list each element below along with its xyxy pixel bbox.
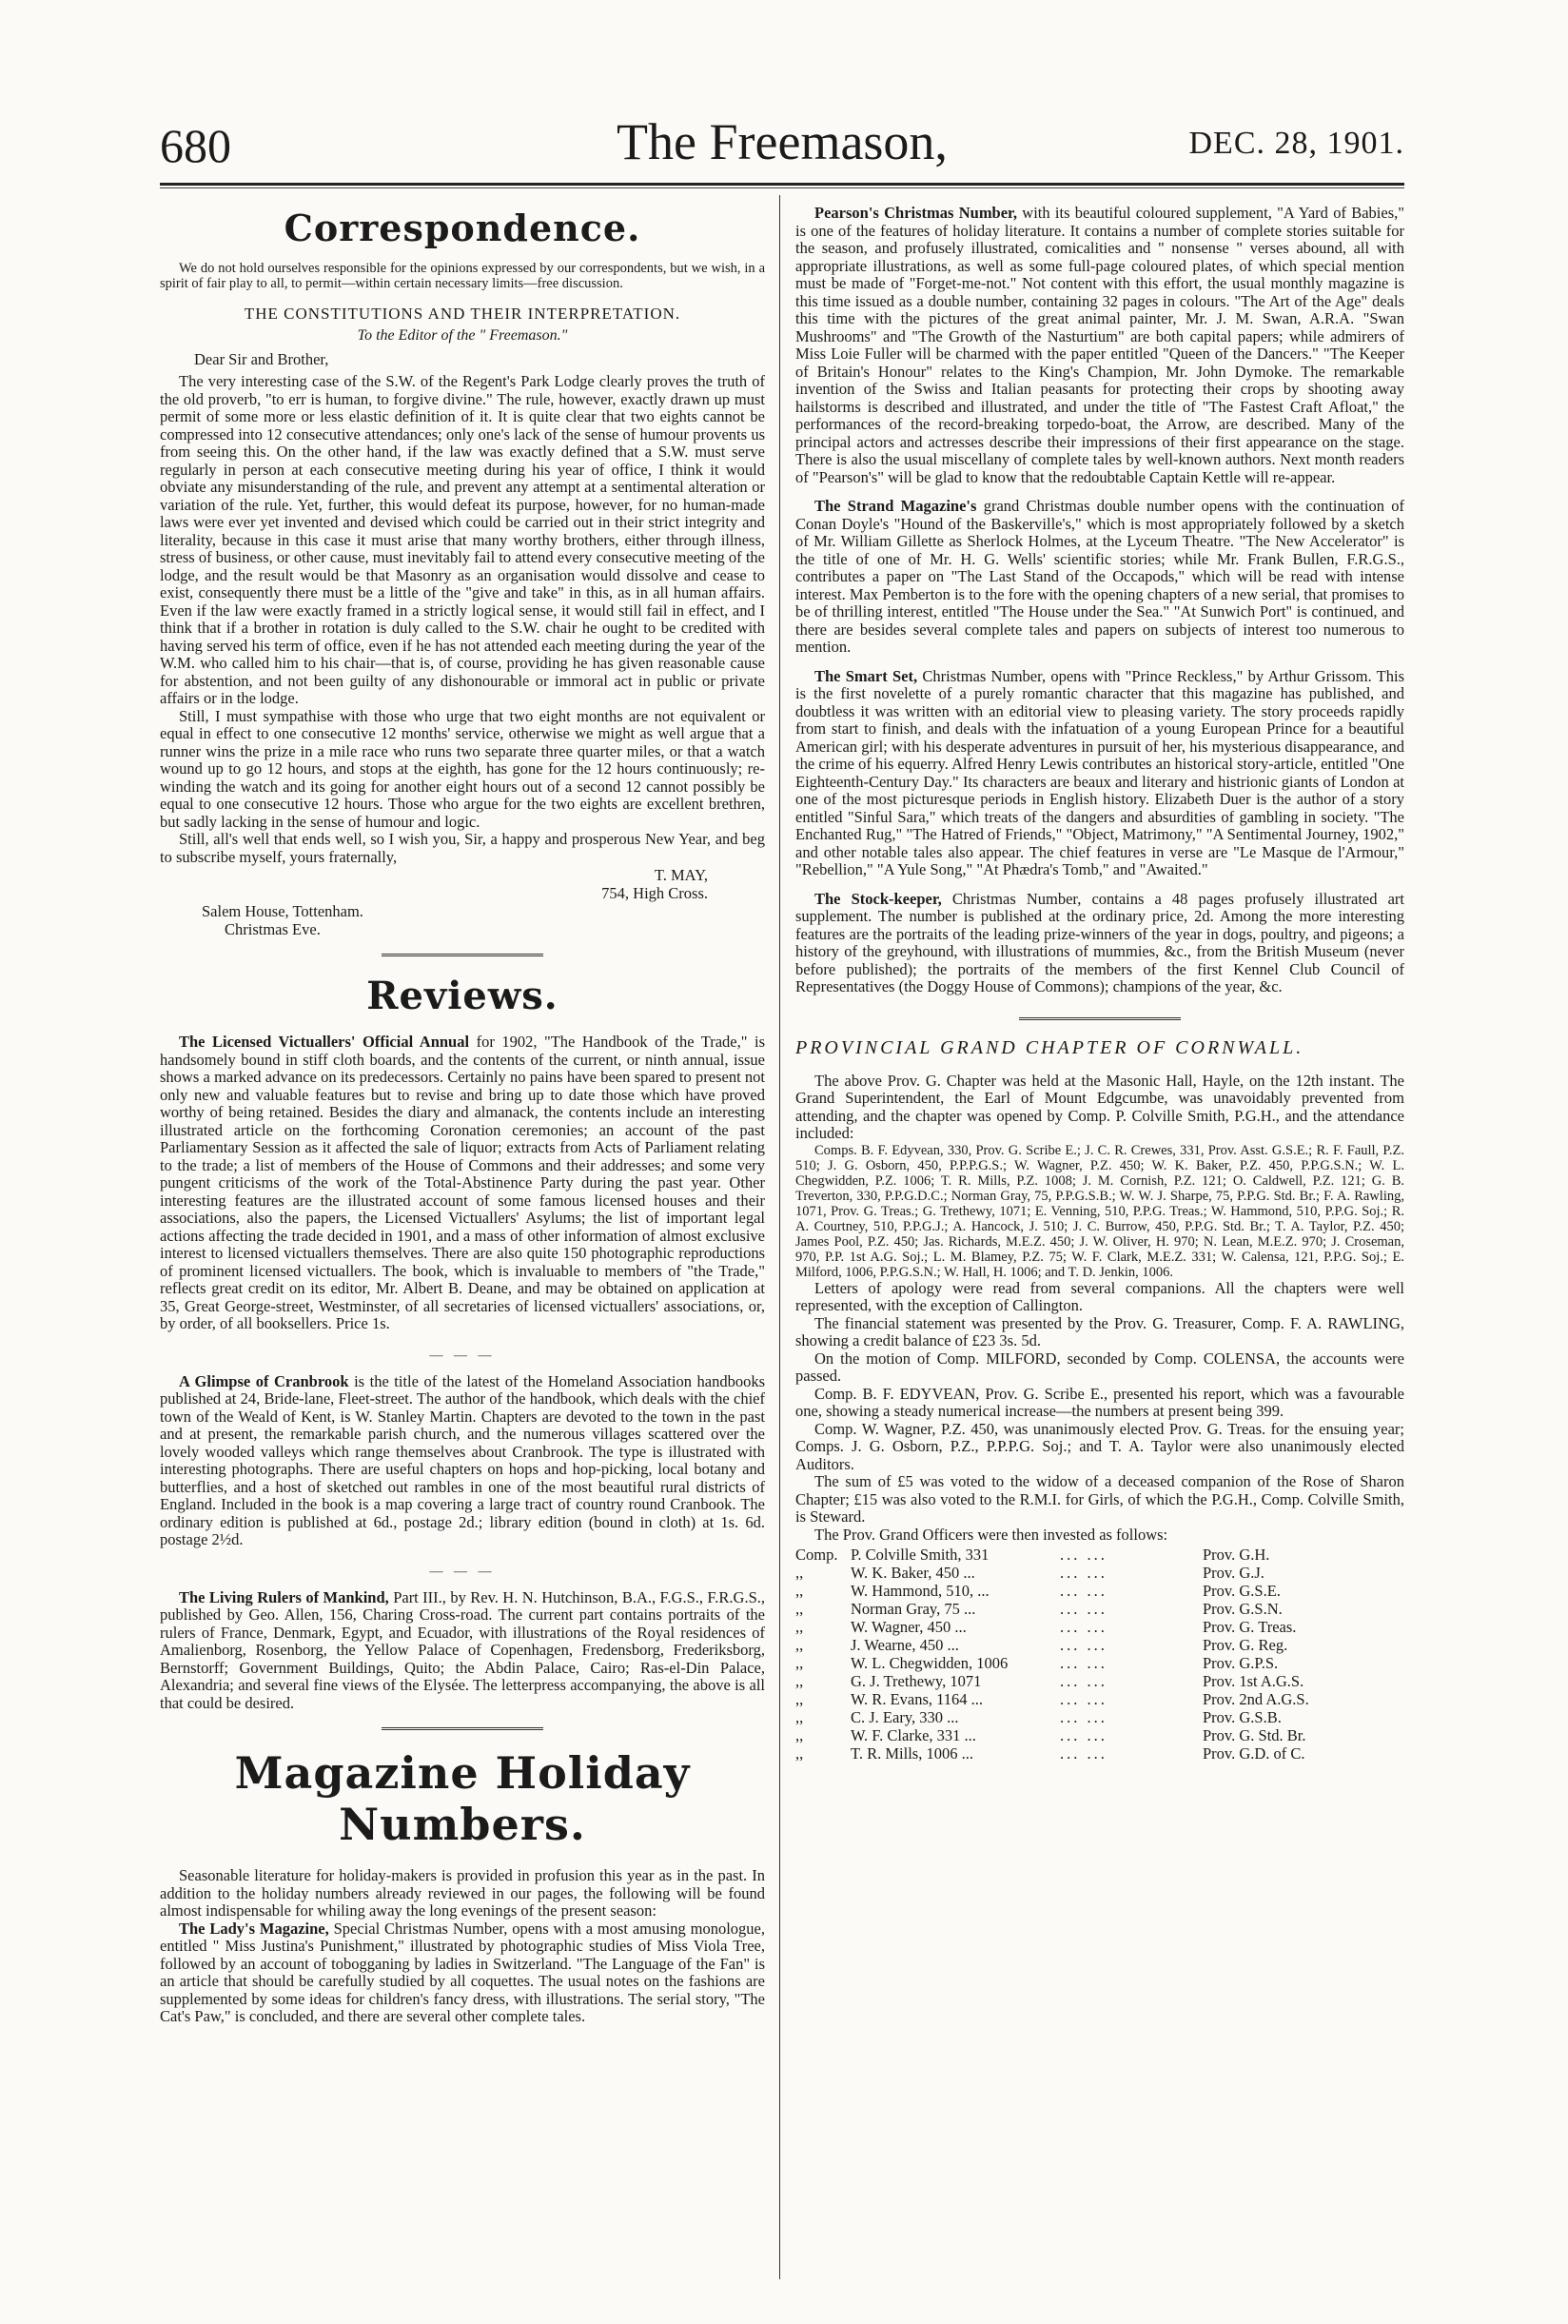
officer-prefix: ,, — [795, 1726, 804, 1744]
review-title: A Glimpse of Cranbrook — [179, 1371, 349, 1390]
magazine-title: The Strand Magazine's — [814, 497, 977, 515]
magazine-title: The Smart Set, — [814, 666, 918, 685]
officer-row — [795, 1744, 1404, 1763]
officer-prefix: Comp. — [795, 1546, 838, 1564]
signature-name: T. MAY, — [654, 866, 708, 884]
officer-office: Prov. G. Treas. — [1203, 1618, 1297, 1636]
right-column — [795, 205, 1404, 2279]
magazine-intro: Seasonable literature for holiday-makers is provided in profusion this year as in the past. In addition to the holiday numbers already reviewed in our pages, the following will be found almost indispensable for whiling away the long evenings of the present season: — [160, 1866, 765, 1920]
officer-office: Prov. G.P.S. — [1203, 1654, 1279, 1672]
magazine-heading: Magazine Holiday Numbers. — [234, 1747, 691, 1850]
officer-row — [795, 1726, 1404, 1744]
issue-date: DEC. 28, 1901. — [1188, 126, 1404, 161]
officer-row — [795, 1564, 1404, 1582]
officer-name: W. Hammond, 510, ... — [851, 1582, 990, 1600]
cornwall-paragraph: The Prov. Grand Officers were then invested as follows: — [814, 1525, 1168, 1544]
section-rule — [382, 1727, 543, 1732]
officer-prefix: ,, — [795, 1582, 804, 1600]
magazine-text: with its beautiful coloured supplement, "A Yard of Babies," is one of the features of holiday literature. It contains a number of complete stories suitable for the season, and profusely illustrated, comicalities and " nonsense " verses abound, all with appropriate illustrations, as well as some full-page coloured plates, of which special mention must be made of "Forget-me-not." Not content with this effort, the usual monthly magazine is this time issued as a double number, containing 32 pages in colours. "The Art of the Age" deals this time with the pictures of the great animal painter, Mr. J. M. Swan, A.R.A. "Swan Mushrooms" and "The Growth of the Nasturtium" are both capital papers; while admirers of Miss Loie Fuller will be charmed with the paper entitled "Queen of the Dancers." "The Keeper of Britain's Honour" relates to the King's Champion, Mr. John Dymoke. The remarkable invention of the Swiss and Italian peasants for protecting their crops by shooting away hailstorms is described and illustrated, and under the title of "The Fastest Craft Afloat," the performances of the record-breaking torpedo-boat, the Arrow, are described. Many of the principal actors and actresses describe their impressions of their first appearance on the stage. There is also the usual miscellany of complete tales by well-known authors. Next month readers of "Pearson's" will be glad to know that the redoubtable Captain Kettle will re-appear. — [795, 205, 1404, 486]
officer-office: Prov. 2nd A.G.S. — [1203, 1690, 1309, 1708]
officer-dots: ... ... — [1060, 1582, 1107, 1600]
officer-office: Prov. 1st A.G.S. — [1203, 1672, 1304, 1690]
officer-name: Norman Gray, 75 ... — [851, 1600, 976, 1618]
correspondence-disclaimer — [160, 261, 765, 291]
cornwall-paragraph: The financial statement was presented by the Prov. G. Treasurer, Comp. F. A. RAWLING, showing a credit balance of £23 3s. 5d. — [795, 1313, 1404, 1349]
disclaimer-text: We do not hold ourselves responsible for the opinions expressed by our correspondents, but we wish, in a spirit of fair play to all, to permit—within certain necessary limits—free discussion. — [160, 261, 765, 291]
officer-row — [795, 1708, 1404, 1726]
masthead-title: The Freemason, — [617, 113, 948, 170]
officer-dots: ... ... — [1060, 1654, 1107, 1672]
officer-dots: ... ... — [1060, 1546, 1107, 1564]
officer-name: W. R. Evans, 1164 ... — [851, 1690, 984, 1708]
officers-list — [795, 1546, 1404, 1763]
officer-office: Prov. G. Std. Br. — [1203, 1726, 1306, 1744]
officer-dots: ... ... — [1060, 1744, 1107, 1763]
officer-name: W. K. Baker, 450 ... — [851, 1564, 975, 1582]
review-entry — [160, 1034, 765, 1333]
magazine-title: Pearson's Christmas Number, — [814, 205, 1017, 222]
officer-name: C. J. Eary, 330 ... — [851, 1708, 959, 1726]
officer-prefix: ,, — [795, 1744, 804, 1763]
officer-name: J. Wearne, 450 ... — [851, 1636, 959, 1654]
officer-office: Prov. G.H. — [1203, 1546, 1270, 1564]
page-number: 680 — [160, 119, 231, 172]
letter-paragraph: The very interesting case of the S.W. of the Regent's Park Lodge clearly proves the truth of the old proverb, "to err is human, to forgive divine." The rule, however, exactly drawn up must permit of some more or less elastic definition of it. It is quite clear that two eights cannot be compressed into 12 consecutive attendances; only one's lack of the sense of humour provents us from seeing this. On the other hand, if the law was exactly defined that a S.W. must serve regularly in person at each consecutive meeting during his year of office, I think it would obviate any misunderstanding of the rule, and prevent any attempt at a sentimental alteration or variation of the rule. Yet, further, this would defeat its purpose, however, for no human-made laws were ever yet invented and devised which could be carried out in their strict integrity and literality, because in this case it must arise that many worthy brothers, either through illness, stress of business, or other cause, must inevitably fail to attend every consecutive meeting of the lodge, and the result would be that Masonry as an organisation would dissolve and cease to exist, consequently there must be a little of the "give and take" in this, as in all human affairs. Even if the law were exactly framed in a strictly logical sense, it would still fail in effect, and I think that if a brother in rotation is duly called to the S.W. chair he ought to be credited with having served his term of office, even if he has not attended each meeting during the year of the W.M. who called him to his chair—that is, of course, providing he has given reasonable cause for abstention, and not been guilty of any dishonourable or immoral act in public or private affairs or in the lodge. — [160, 372, 765, 707]
letter-title: THE CONSTITUTIONS AND THEIR INTERPRETATION. — [244, 305, 681, 323]
officer-row — [795, 1618, 1404, 1636]
letter-to-editor: To the Editor of the " Freemason." — [357, 327, 568, 344]
left-column — [160, 205, 765, 2279]
officer-office: Prov. G.S.B. — [1203, 1708, 1282, 1726]
cornwall-paragraph: Comp. B. F. EDYVEAN, Prov. G. Scribe E., presented his report, which was a favourable one, showing a steady numerical increase—the numbers at present being 399. — [795, 1384, 1404, 1420]
officer-prefix: ,, — [795, 1672, 804, 1690]
page-header — [160, 112, 1404, 181]
review-text: is the title of the latest of the Homeland Association handbooks published at 24, Bride-lane, Fleet-street. The author of the handbook, which deals with the chief town of the Weald of Kent, is W. Stanley Martin. Chapters are devoted to the town in the past and at present, the remarkable parish church, and the numerous villages scattered over the lovely wooded valleys which range themselves about Cranbrook. The type is illustrated with interesting photographs. There are useful chapters on hops and hop-picking, local botany and butterflies, and a host of sketched out rambles in one of the most beautiful rural districts of England. Included in the book is a map covering a large tract of country round Cranbook. The ordinary edition is published at 6d., postage 2d.; library edition (bound in cloth) at 1s. 6d. postage 2½d. — [160, 1371, 765, 1548]
magazine-text: Special Christmas Number, opens with a most amusing monologue, entitled " Miss Justina's Punishment," illustrated by photographic studies of Miss Viola Tree, followed by an account of tobogganing by ladies in Switzerland. "The Language of the Fan" is an article that should be carefully studied by all coquettes. The usual notes on the fashions are supplemented by some ideas for children's fancy dress, with illustrations. The serial story, "The Cat's Paw," is concluded, and there are several other complete tales. — [160, 1919, 765, 2025]
officer-prefix: ,, — [795, 1564, 804, 1582]
officer-row — [795, 1654, 1404, 1672]
sender-address-line: Salem House, Tottenham. — [202, 902, 363, 920]
officer-office: Prov. G.S.E. — [1203, 1582, 1281, 1600]
signature-address: 754, High Cross. — [601, 884, 708, 902]
magazine-text: grand Christmas double number opens with the continuation of Conan Doyle's "Hound of the Baskerville's," which is most appropriately followed by a sketch of Mr. William Gillette as Sherlock Holmes, at the Lyceum Theatre. "The New Accelerator" is the title of one of Mr. H. G. Wells' scientific stories; while Mr. Frank Bullen, F.R.G.S., contributes a paper on "The Last Stand of the Occapods," which will be read with intense interest. Max Pemberton is to the fore with the opening chapters of a new serial, that promises to be of thrilling interest, entitled "The House under the Sea." "At Sunwich Port" is continued, and there are besides several complete tales and papers on subjects of interest too numerous to mention. — [795, 497, 1404, 656]
officer-row — [795, 1690, 1404, 1708]
letter-signature — [160, 866, 708, 902]
officer-office: Prov. G.J. — [1203, 1564, 1264, 1582]
officer-prefix: ,, — [795, 1654, 804, 1672]
review-title: The Licensed Victuallers' Official Annual — [179, 1033, 470, 1051]
letter-paragraph: Still, all's well that ends well, so I wish you, Sir, a happy and prosperous New Year, and beg to subscribe myself, yours fraternally, — [160, 830, 765, 866]
officer-office: Prov. G. Reg. — [1203, 1636, 1288, 1654]
dash-separator: — — — — [429, 1348, 496, 1363]
cornwall-paragraph: Letters of apology were read from several companions. All the chapters were well represented, with the exception of Callington. — [795, 1278, 1404, 1314]
review-entry — [160, 1589, 765, 1713]
officer-prefix: ,, — [795, 1690, 804, 1708]
officer-dots: ... ... — [1060, 1564, 1107, 1582]
officer-name: T. R. Mills, 1006 ... — [851, 1744, 973, 1763]
cornwall-report — [795, 1073, 1404, 1545]
officer-office: Prov. G.D. of C. — [1203, 1744, 1305, 1763]
officer-row — [795, 1672, 1404, 1690]
officer-dots: ... ... — [1060, 1672, 1107, 1690]
cornwall-paragraph: The sum of £5 was voted to the widow of a deceased companion of the Rose of Sharon Chapter; £15 was also voted to the R.M.I. for Girls, of which the P.G.H., Comp. Colville Smith, is Steward. — [795, 1472, 1404, 1526]
officer-name: W. L. Chegwidden, 1006 — [851, 1654, 1009, 1672]
letter-salutation: Dear Sir and Brother, — [194, 350, 329, 368]
magazine-entries — [795, 205, 1404, 996]
review-text: for 1902, "The Handbook of the Trade," is handsomely bound in stiff cloth boards, and the contents of the current, or ninth annual, issue shows a marked advance on its predecessors. Certainly no pains have been spared to present not only new and valuable features but to revise and bring up to date those which have proved worthy of being retained. Besides the diary and almanack, the contents include an interesting illustrated article on the forthcoming Coronation ceremonies; an account of the past Parliamentary Session as it affected the sale of liquor; extracts from Acts of Parliament relating to the trade; a list of members of the House of Commons and their addresses; and some very pungent criticisms of the work of the Total-Abstinence Party during the past year. Other interesting features are the illustrated account of some famous licensed houses and their associations, also the papers, the Licensed Victuallers' Asylums; the list of important legal actions affecting the trade decided in 1901, and a mass of other information of almost exclusive interest to licensed victuallers themselves. There are also quite 150 photographic reproductions of prominent licensed victuallers. The book, which is invaluable to members of "the Trade," reflects great credit on its editor, Mr. Albert B. Deane, and may be obtained on application at 35, Great George-street, Westminster, of all secretaries of licensed victuallers' associations, or, by order, of all booksellers. Price 1s. — [160, 1033, 765, 1332]
review-entry — [160, 1373, 765, 1549]
magazine-title: The Lady's Magazine, — [179, 1919, 329, 1938]
officer-row — [795, 1546, 1404, 1564]
officer-name: W. F. Clarke, 331 ... — [851, 1726, 976, 1744]
officer-name: P. Colville Smith, 331 — [851, 1546, 990, 1564]
dash-separator: — — — — [429, 1564, 496, 1579]
officer-dots: ... ... — [1060, 1636, 1107, 1654]
cornwall-paragraph: The above Prov. G. Chapter was held at the Masonic Hall, Hayle, on the 12th instant. The Grand Superintendent, the Earl of Mount Edgcumbe, was unavoidably prevented from attending, and the chapter was opened by Comp. P. Colville Smith, P.G.H., and the attendance included: — [795, 1071, 1404, 1142]
officer-dots: ... ... — [1060, 1708, 1107, 1726]
column-divider — [779, 195, 780, 2279]
officers-table — [795, 1546, 1404, 1763]
letter-paragraph: Still, I must sympathise with those who urge that two eight months are not equivalent or equal in effect to one consecutive 12 months' service, otherwise we might as well argue that a runner wins the prize in a mile race who runs two separate three quarter miles, or that a watch wound up to go 12 hours, and stops at the eighth, has gone for the 12 hours continuously; re-winding the watch and its going for another eight hours out of a second 12 cannot possibly be equal to one consecutive 12 hours. Those who argue for the two eights are excellent brethren, but sadly lacking in the sense of humour and logic. — [160, 706, 765, 831]
reviews-heading: Reviews. — [366, 974, 559, 1018]
officer-row — [795, 1582, 1404, 1600]
officer-prefix: ,, — [795, 1708, 804, 1726]
magazine-intro-block — [160, 1867, 765, 2026]
header-rule-thin — [160, 187, 1404, 188]
letter-sender-address — [202, 902, 765, 938]
officer-row — [795, 1636, 1404, 1654]
correspondence-heading: Correspondence. — [284, 207, 641, 249]
section-rule — [1019, 1017, 1181, 1022]
officer-row — [795, 1600, 1404, 1618]
section-rule — [382, 954, 543, 958]
cornwall-heading: PROVINCIAL GRAND CHAPTER OF CORNWALL. — [795, 1036, 1304, 1058]
magazine-text: Christmas Number, opens with "Prince Reckless," by Arthur Grissom. This is the first novelette of a purely romantic character that this magazine has published, and doubtless it was written with an editorial view to pleasing variety. The story proceeds rapidly from start to finish, and deals with the infatuation of a young European Prince for a beautiful American girl; with his desperate adventures in pursuit of her, his mysterious disappearance, and the crime of his equerry. Alfred Henry Lewis contributes an historical story-article, entitled "One Eighteenth-Century Day." Its characters are beaux and literary and histrionic giants of London at one of the most picturesque periods in English history. Elizabeth Duer is the author of a story entitled "Sinful Sara," which treats of the dangers and absurdities of gambling in society. "The Enchanted Rug," "The Hatred of Friends," "Object, Matrimony," "A Sentimental Journey, 1902," and other notable tales also appear. The chief features in verse are "Le Masque de l'Armour," "Rebellion," "A Yule Song," "At Phædra's Tomb," and "Awaited." — [795, 666, 1404, 878]
officer-name: G. J. Trethewy, 1071 — [851, 1672, 982, 1690]
cornwall-paragraph: On the motion of Comp. MILFORD, seconded by Comp. COLENSA, the accounts were passed. — [795, 1349, 1404, 1385]
magazine-text: Christmas Number, contains a 48 pages profusely illustrated art supplement. The number is published at the ordinary price, 2d. Among the more interesting features are the portraits of the leading prize-winners of the year in dogs, poultry, and pigeons; a history of the greyhound, with illustrations of mummies, &c., from the British Museum (never before published); the portraits of the members of the first Kennel Club Council of Representatives (the Doggy House of Commons); champions of the year, &c. — [795, 889, 1404, 995]
officer-prefix: ,, — [795, 1636, 804, 1654]
officer-dots: ... ... — [1060, 1726, 1107, 1744]
officer-office: Prov. G.S.N. — [1203, 1600, 1283, 1618]
officer-dots: ... ... — [1060, 1618, 1107, 1636]
officer-prefix: ,, — [795, 1600, 804, 1618]
review-title: The Living Rulers of Mankind, — [179, 1587, 389, 1606]
cornwall-paragraph: Comp. W. Wagner, P.Z. 450, was unanimously elected Prov. G. Treas. for the ensuing year; Comps. J. G. Osborn, P.Z., P.P.P.G. Soj.; and T. A. Taylor were also unanimously elected Auditors. — [795, 1419, 1404, 1473]
officer-prefix: ,, — [795, 1618, 804, 1636]
sender-date-line: Christmas Eve. — [225, 920, 321, 938]
officer-name: W. Wagner, 450 ... — [851, 1618, 967, 1636]
review-text: Part III., by Rev. H. N. Hutchinson, B.A., F.G.S., F.R.G.S., published by Geo. Allen, 156, Charing Cross-road. The current part contains portraits of the rulers of France, Denmark, Egypt, and Ecuador, with illustrations of the Royal residences of Amalienborg, Rosenborg, the Yellow Palace of Copenhagen, Fredensborg, Frederiksborg, Bernstorff; Government Buildings, Quito; the Abdin Palace, Cairo; Ras-el-Din Palace, Alexandria; and several fine views of the Elysée. The letterpress accompanying, the above is all that could be desired. — [160, 1587, 765, 1712]
header-rule — [160, 183, 1404, 186]
cornwall-attendance: Comps. B. F. Edyvean, 330, Prov. G. Scribe E.; J. C. R. Crewes, 331, Prov. Asst. G.S.E.; R. F. Faull, P.Z. 510; J. G. Osborn, 450, P.P.P.G.S.; W. Wagner, P.Z. 450; W. K. Baker, P.Z. 450, P.P.G.S.N.; W. L. Chegwidden, P.Z. 1006; T. R. Mills, P.Z. 1008; J. M. Cornish, P.Z. 121; O. Caldwell, P.Z. 121; G. B. Treverton, 330, P.P.G.D.C.; Norman Gray, 75, P.P.G.S.B.; W. W. J. Sharpe, 75, P.P.G. Std. Br.; F. A. Rawling, 1071, Prov. G. Treas.; G. Trethewy, 1071; E. Venning, 510, P.P.G. Treas.; W. Hammond, 510, P.P.G. Soj.; R. A. Courtney, 510, P.P.G.J.; A. Hancock, J. 510; J. C. Burrow, 450, P.P.G. Std. Br.; T. A. Taylor, P.Z. 450; James Pool, P.Z. 450; Jas. Richards, M.E.Z. 450; J. W. Oliver, H. 970; N. Lean, M.E.Z. 970; J. Croseman, 970, P.P. 1st A.G. Soj.; L. M. Blamey, P.Z. 75; W. F. Clark, M.E.Z. 331; W. Calensa, 121, P.P.G. Soj.; E. Milford, 1006, P.P.G.S.N.; W. Hall, H. 1006; and T. D. Jenkin, 1006. — [795, 1142, 1404, 1280]
magazine-title: The Stock-keeper, — [814, 889, 942, 908]
officer-dots: ... ... — [1060, 1600, 1107, 1618]
letter-body — [160, 373, 765, 866]
officer-dots: ... ... — [1060, 1690, 1107, 1708]
